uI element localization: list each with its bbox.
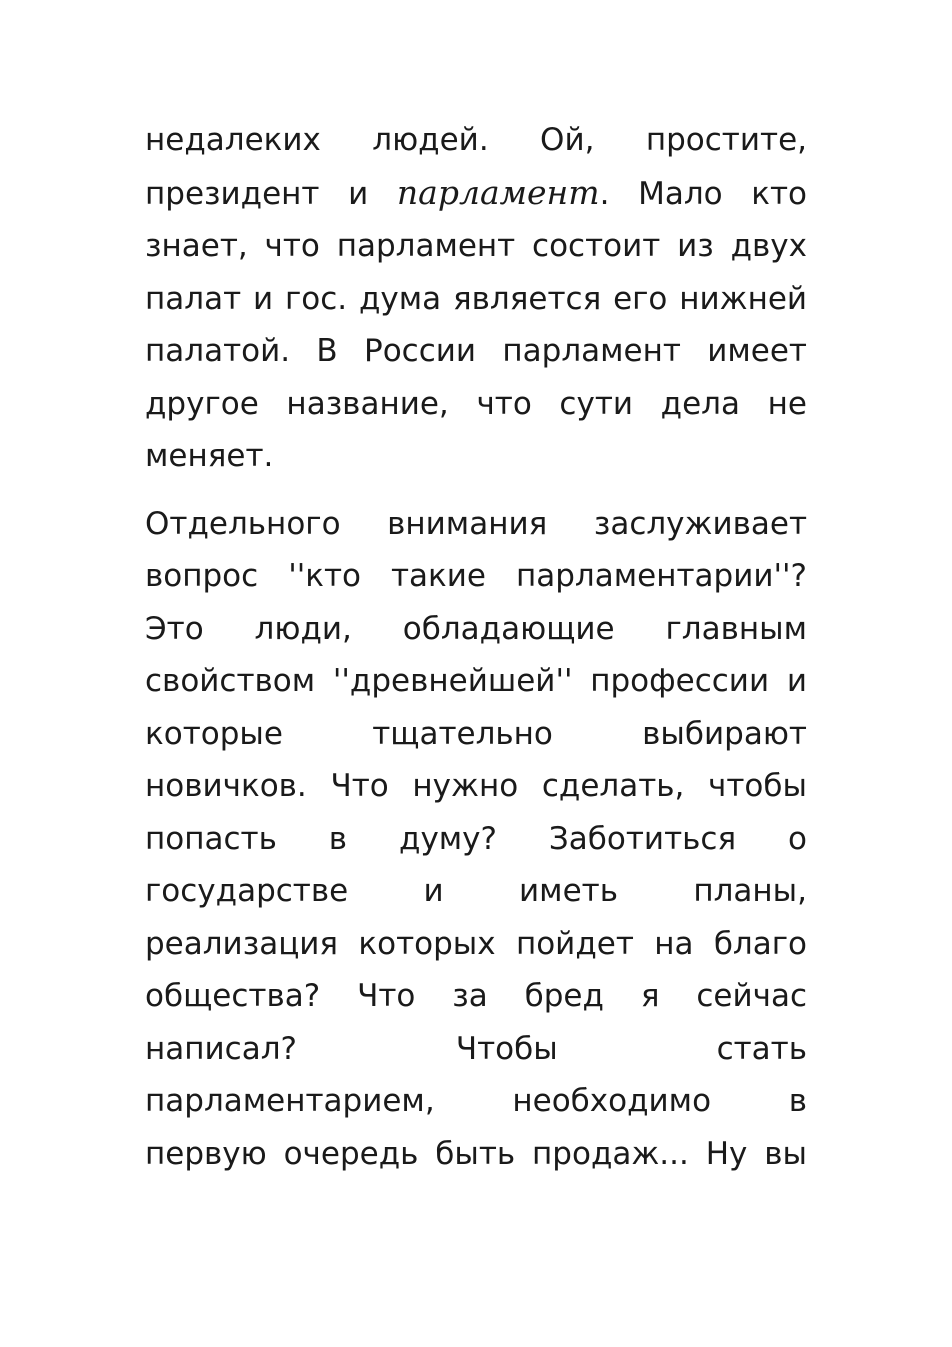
text-line: Отдельного внимания заслуживает (145, 505, 807, 542)
text-line: палат и гос. дума является его нижней (145, 280, 808, 317)
text-line: парламентарием, необходимо в (145, 1083, 807, 1119)
paragraph-2 (145, 498, 807, 1181)
text-line: свойством ''древнейшей'' профессии и (145, 663, 807, 699)
text-line: Это люди, обладающие главным (145, 610, 807, 647)
text-line: общества? Что за бред я сейчас (145, 978, 807, 1014)
text-line: недалеких людей. Ой, простите, (145, 122, 807, 158)
text-line: палатой. В России парламент имеет (145, 333, 807, 369)
text-fragment: . Мало кто (599, 175, 807, 212)
italic-word: парламент (396, 172, 600, 212)
text-line (145, 167, 807, 221)
text-line: попасть в думу? Заботиться о (145, 820, 807, 857)
text-line: другое название, что сути дела не (145, 385, 807, 422)
text-line: первую очередь быть продаж... Ну вы (145, 1135, 807, 1172)
text-line: которые тщательно выбирают (145, 715, 807, 752)
text-line: реализация которых пойдет на благо (145, 925, 807, 962)
text-fragment: президент и (145, 175, 397, 212)
text-line: вопрос ''кто такие парламентарии''? (145, 558, 807, 594)
text-line: новичков. Что нужно сделать, чтобы (145, 768, 807, 804)
paragraph-1 (145, 114, 807, 483)
text-line: знает, что парламент состоит из двух (145, 228, 807, 264)
document-page (145, 114, 807, 1180)
text-line: государстве и иметь планы, (145, 873, 807, 909)
text-line: меняет. (145, 438, 274, 474)
text-line: написал? Чтобы стать (145, 1030, 807, 1067)
